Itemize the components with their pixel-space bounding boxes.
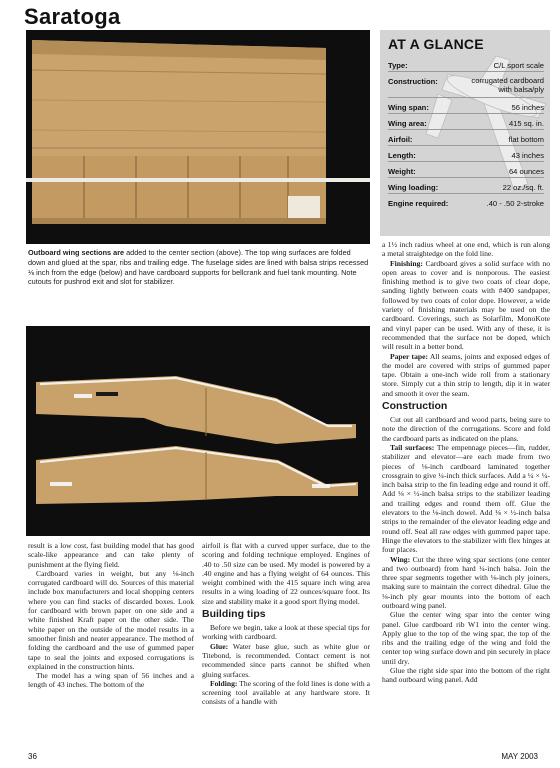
photo-caption xyxy=(28,248,370,287)
run-in-text: The empennage pieces—fin, rudder, stabilizer and elevator—are each made from two pieces of ⅛-inch cardboard laminated together crossgrain to give ¼-inch thick surfaces. Add a ¼ × ¼-inch balsa strip to the fin leading edge and round it off. Add ⅛ × ½-inch balsa strips to the stabilizer leading and trailing edges and round them off. Glue the elevators to the ⅛-inch dowel. Add ⅛ × ½-inch balsa strips to the remainder of the elevator leading edge and round off. Seal all raw edges with gummed paper tape. Hinge the elevators to the stabilizer with flex hinges at four places. xyxy=(382,442,550,555)
spec-row-length xyxy=(388,148,544,162)
run-in-heading: Glue: xyxy=(210,641,229,651)
run-in-heading: Folding: xyxy=(210,678,238,688)
spec-key: Wing area: xyxy=(388,119,427,128)
spec-row-weight xyxy=(388,164,544,178)
caption-text: added to the center section (above). The top wing surfaces are folded down and glued at the spar, ribs and trailing edge. The fuselage sides are lined with balsa strips recessed ⅛ inch from the edge (below) and have cardboard supports for bellcrank and fuel tank mounting. Note cutouts for pushrod exit and slot for stabilizer. xyxy=(28,248,369,287)
spec-row-construction xyxy=(388,74,544,98)
body-paragraph: Before we begin, take a look at these special tips for working with cardboard. xyxy=(202,623,370,642)
body-paragraph: Glue the right side spar into the bottom of the right hand outboard wing panel. Add xyxy=(382,666,550,685)
section-heading-construction: Construction xyxy=(382,400,448,413)
spec-key: Airfoil: xyxy=(388,135,413,144)
body-paragraph: Cut out all cardboard and wood parts, being sure to note the direction of the corrugations. Score and fold the cardboard parts as indicated on the plans. xyxy=(382,415,550,443)
spec-key: Construction: xyxy=(388,77,438,86)
run-in-heading: Finishing: xyxy=(390,258,423,268)
body-paragraph: Cardboard varies in weight, but any ⅛-inch corrugated cardboard will do. Sources of this material include box manufacturers and local shopping centers where you can find stacks of discarded boxes. Look for cardboard with brown paper on one side and a white finished Kraft paper on the other side. The white paper on the outside of the model results in a smoother finish and neater appearance. The method of folding the cardboard and the use of gummed paper tape to seal the joints and exposed corrugations is explained in the construction hints. xyxy=(28,568,194,671)
body-paragraph-wing xyxy=(382,555,550,611)
run-in-heading: Tail surfaces: xyxy=(390,442,435,452)
run-in-text: Cardboard gives a solid surface with no open areas to cover and is nonporous. The easiest finishing method is to give two coats of clear dope, sanding lightly between coats with #400 sandpaper, followed by two coats of color dope. However, a wide variety of finishing materials may be used on the cardboard. Coverings, such as Solarfilm, MonoKote and vinyl paper can be used. With any of these, it is recommended that the surface not be doped, which will result in a better bond. xyxy=(382,258,550,352)
spec-value: corrugated cardboard with balsa/ply xyxy=(471,76,544,94)
spec-key: Weight: xyxy=(388,167,416,176)
run-in-text: Cut the three wing spar sections (one center and two outboard) from hard ¼-inch balsa. Join the three spar segments together with ⅛-inch ply joiners, making sure to maintain the correct dihedral. Glue the ⅛-inch ply gear mounts into the bottom of each outboard wing panel. xyxy=(382,554,550,610)
spec-key: Length: xyxy=(388,151,416,160)
run-in-text: The scoring of the fold lines is done with a screening tool available at any hardware store. It consists of a handle with xyxy=(202,678,370,707)
spec-value: flat bottom xyxy=(508,135,544,144)
article-column-1 xyxy=(28,541,194,749)
fuselage-sides-photo xyxy=(26,326,370,536)
caption-lead: Outboard wing sections are xyxy=(28,248,125,257)
spec-key: Engine required: xyxy=(388,199,449,208)
spec-value: 43 inches xyxy=(511,151,544,160)
body-paragraph: airfoil is flat with a curved upper surface, due to the scoring and folding technique employed. Engines of .40 to .50 size can be used. My model is powered by a .40 engine and has a flying weight of 64 ounces. This weight combined with the 415 square inch wing area results in a wing loading of 22 ounces/square foot. Its size and stability make it a good sport flying model. xyxy=(202,541,370,606)
spec-row-type xyxy=(388,58,544,72)
run-in-heading: Paper tape: xyxy=(390,351,428,361)
spec-value: 64 ounces xyxy=(508,167,544,176)
at-a-glance-box xyxy=(380,30,550,236)
spec-key: Wing span: xyxy=(388,103,429,112)
spec-row-wing-area xyxy=(388,116,544,130)
spec-value: 56 inches xyxy=(511,103,544,112)
body-paragraph: The model has a wing span of 56 inches and a length of 43 inches. The bottom of the xyxy=(28,671,194,690)
spec-row-wing-loading xyxy=(388,180,544,194)
wing-section-photo xyxy=(26,30,370,244)
body-paragraph: result is a low cost, fast building model that has good scale-like appearance and can take plenty of punishment at the flying field. xyxy=(28,541,194,569)
spec-value: 415 sq. in. xyxy=(508,119,544,128)
issue-date: MAY 2003 xyxy=(501,752,538,761)
run-in-text: All seams, joints and exposed edges of the model are covered with strips of gummed paper tape. Obtain a one-inch wide roll from a stationary store. Simply cut a thin strip to length, dip it in water and smooth it over the seam. xyxy=(382,351,550,398)
body-paragraph: a 1½ inch radius wheel at one end, which is run along a metal straightedge on the fold line. xyxy=(382,240,550,259)
spec-key: Wing loading: xyxy=(388,183,439,192)
spec-value: C/L sport scale xyxy=(493,61,544,70)
body-paragraph: Glue the center wing spar into the center wing panel. Glue cardboard rib W1 into the center wing. Apply glue to the top of the wing spar, the top of the ribs and the trailing edge of the wing and fold the center top wing surface down and pin securely in place until dry. xyxy=(382,610,550,666)
spec-value: .40 - .50 2-stroke xyxy=(486,199,544,208)
page-number: 36 xyxy=(28,752,37,761)
article-column-3 xyxy=(382,240,550,750)
spec-value: 22 oz./sq. ft. xyxy=(502,183,544,192)
at-a-glance-heading: AT A GLANCE xyxy=(388,36,484,52)
article-column-2 xyxy=(202,541,370,749)
body-paragraph-glue xyxy=(202,642,370,679)
body-paragraph-folding xyxy=(202,679,370,707)
body-paragraph-paper-tape xyxy=(382,352,550,398)
run-in-heading: Wing: xyxy=(390,554,411,564)
body-paragraph-tail xyxy=(382,443,550,555)
spec-key: Type: xyxy=(388,61,408,70)
wing-section-illustration xyxy=(26,30,370,244)
body-paragraph-finishing xyxy=(382,259,550,352)
spec-row-engine xyxy=(388,196,544,210)
spec-row-wing-span xyxy=(388,100,544,114)
section-heading-building-tips: Building tips xyxy=(202,608,266,621)
spec-row-airfoil xyxy=(388,132,544,146)
run-in-text: Water base glue, such as white glue or Titebond, is recommended. Contact cement is not recommended since parts cannot be shifted when gluing surfaces. xyxy=(202,641,370,679)
page-title: Saratoga xyxy=(24,4,121,29)
fuselage-sides-illustration xyxy=(26,326,370,536)
